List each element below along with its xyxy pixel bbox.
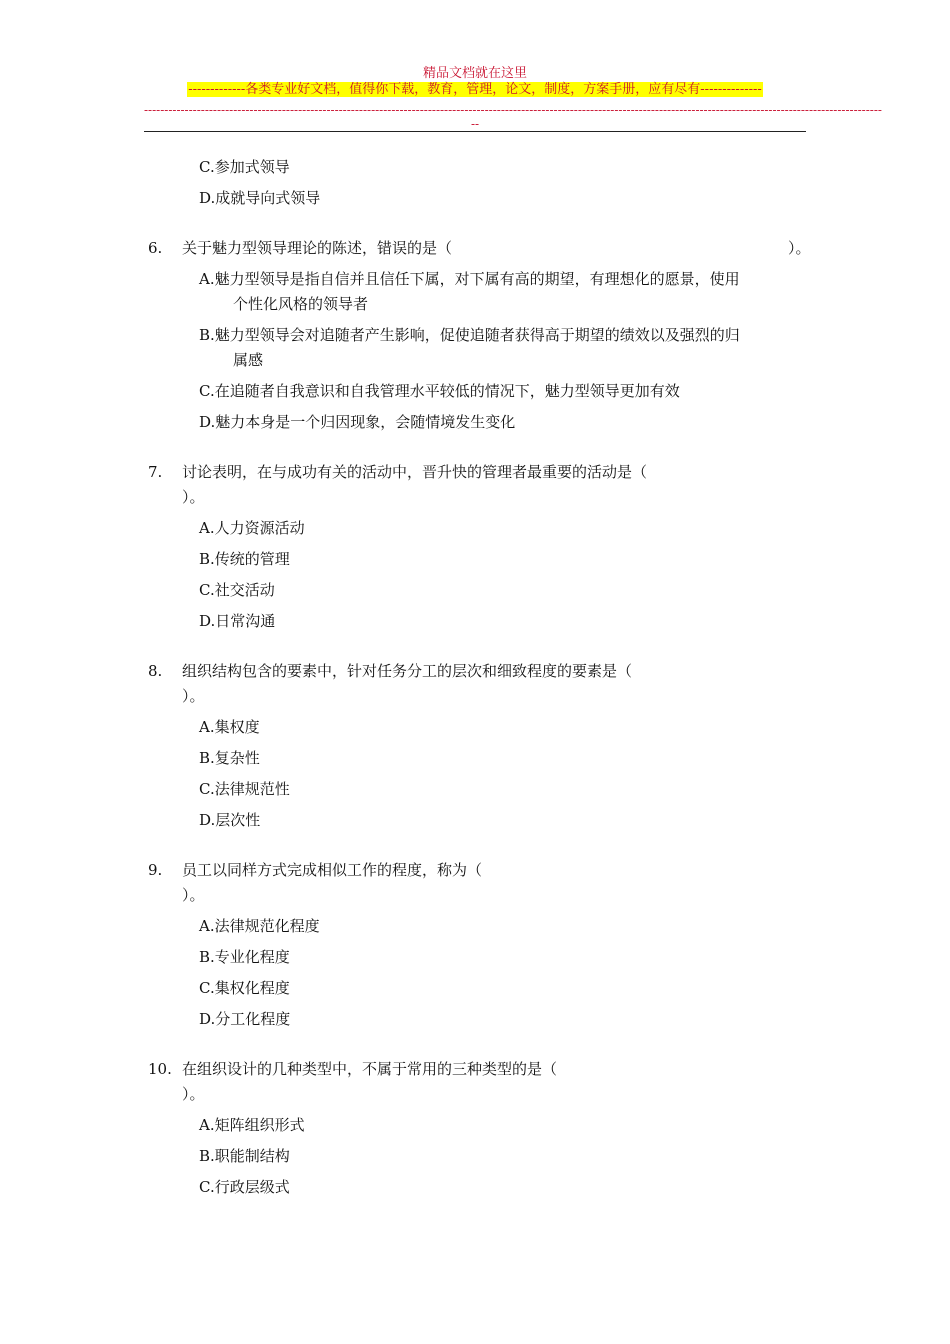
question-stem: 关于魅力型领导理论的陈述，错误的是（ bbox=[182, 239, 453, 257]
header-dash-line: -------------------------------------------------------------------------------------------------------------------------------------------------------------------------------------- bbox=[144, 103, 882, 117]
option-item: B.传统的管理 bbox=[199, 550, 290, 568]
question-stem: 在组织设计的几种类型中，不属于常用的三种类型的是（ bbox=[182, 1060, 558, 1078]
option-item: C.行政层级式 bbox=[199, 1178, 290, 1196]
question-answer-close: ）。 bbox=[182, 488, 205, 506]
option-item: B.专业化程度 bbox=[199, 948, 290, 966]
option-item: A.集权度 bbox=[199, 718, 260, 736]
question-number: 6. bbox=[148, 239, 163, 257]
question-answer-close: ）。 bbox=[182, 1085, 205, 1103]
header-dash-tail: -- bbox=[470, 117, 480, 131]
question-number: 10. bbox=[148, 1060, 172, 1078]
option-item: B.复杂性 bbox=[199, 749, 260, 767]
header-subtitle-text: -------------各类专业好文档，值得你下载，教育，管理，论文，制度，方案手册，应有尽有-------------- bbox=[188, 82, 762, 97]
question-stem: 员工以同样方式完成相似工作的程度，称为（ bbox=[182, 861, 483, 879]
option-item: B.职能制结构 bbox=[199, 1147, 290, 1165]
option-item: C.在追随者自我意识和自我管理水平较低的情况下，魅力型领导更加有效 bbox=[199, 382, 680, 400]
option-item: D.日常沟通 bbox=[199, 612, 276, 630]
option-item: A.法律规范化程度 bbox=[199, 917, 320, 935]
question-number: 7. bbox=[148, 463, 163, 481]
question-answer-close: ）。 bbox=[182, 687, 205, 705]
option-item: C.社交活动 bbox=[199, 581, 275, 599]
option-item: B.魅力型领导会对追随者产生影响，促使追随者获得高于期望的绩效以及强烈的归 bbox=[199, 326, 740, 344]
option-item: D.魅力本身是一个归因现象，会随情境发生变化 bbox=[199, 413, 516, 431]
header-title: 精品文档就在这里 bbox=[422, 66, 527, 81]
header-subtitle bbox=[0, 82, 950, 98]
option-item: D.成就导向式领导 bbox=[199, 189, 321, 207]
option-item: C.参加式领导 bbox=[199, 158, 290, 176]
option-item: A.魅力型领导是指自信并且信任下属，对下属有高的期望，有理想化的愿景，使用 bbox=[199, 270, 740, 288]
question-stem: 讨论表明，在与成功有关的活动中，晋升快的管理者最重要的活动是（ bbox=[182, 463, 648, 481]
option-item: C.集权化程度 bbox=[199, 979, 290, 997]
option-item-continued: 个性化风格的领导者 bbox=[233, 295, 369, 313]
question-stem: 组织结构包含的要素中，针对任务分工的层次和细致程度的要素是（ bbox=[182, 662, 633, 680]
option-item-continued: 属感 bbox=[233, 351, 264, 369]
option-item: A.人力资源活动 bbox=[199, 519, 305, 537]
question-answer-close: ）。 bbox=[182, 886, 205, 904]
question-number: 9. bbox=[148, 861, 163, 879]
option-item: C.法律规范性 bbox=[199, 780, 290, 798]
question-answer-close: ）。 bbox=[788, 239, 811, 257]
option-item: D.层次性 bbox=[199, 811, 261, 829]
question-number: 8. bbox=[148, 662, 163, 680]
option-item: D.分工化程度 bbox=[199, 1010, 291, 1028]
option-item: A.矩阵组织形式 bbox=[199, 1116, 305, 1134]
header-rule bbox=[144, 131, 806, 132]
